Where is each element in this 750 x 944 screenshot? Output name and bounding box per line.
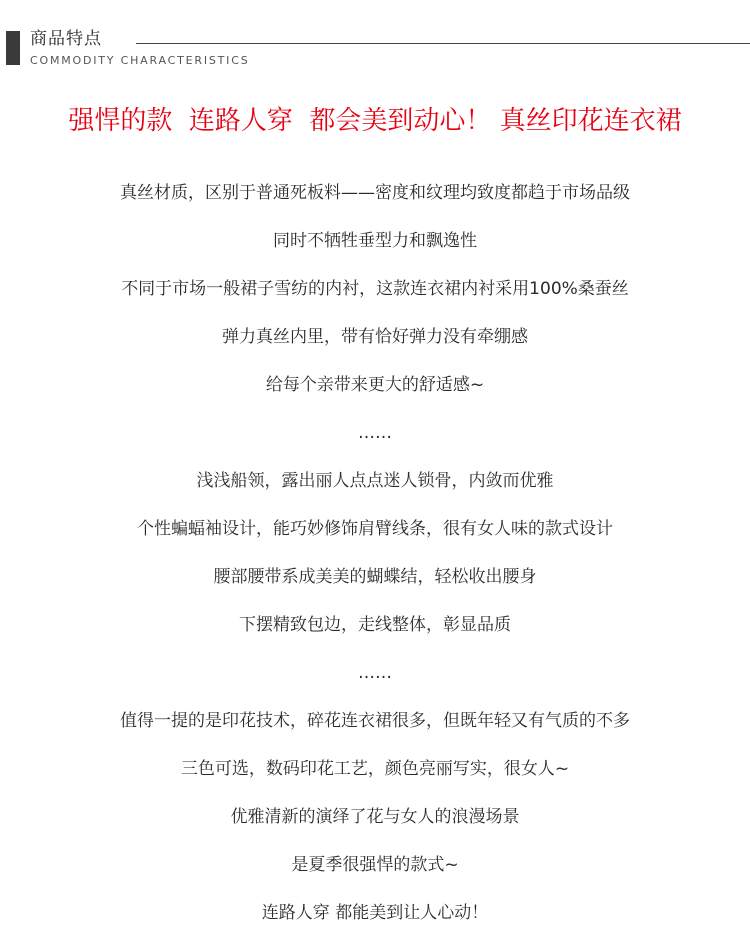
feature-line: 下摆精致包边，走线整体，彰显品质 bbox=[239, 615, 511, 635]
feature-line: 三色可选，数码印花工艺，颜色亮丽写实，很女人~ bbox=[180, 759, 570, 779]
feature-line: 连路人穿 都能美到让人心动！ bbox=[261, 903, 489, 923]
feature-line: 不同于市场一般裙子雪纺的内衬，这款连衣裙内衬采用100%桑蚕丝 bbox=[121, 279, 629, 299]
header-accent-bar bbox=[6, 31, 20, 65]
feature-line: 优雅清新的演绎了花与女人的浪漫场景 bbox=[230, 807, 520, 827]
ellipsis-separator: …… bbox=[358, 663, 392, 683]
product-headline: 强悍的款 连路人穿 都会美到动心！ 真丝印花连衣裙 bbox=[68, 106, 682, 136]
feature-line: 值得一提的是印花技术，碎花连衣裙很多，但既年轻又有气质的不多 bbox=[120, 711, 630, 731]
section-header bbox=[0, 0, 750, 80]
feature-line: 浅浅船领，露出丽人点点迷人锁骨，内敛而优雅 bbox=[196, 471, 554, 491]
feature-line: 是夏季很强悍的款式~ bbox=[291, 855, 459, 875]
feature-line: 同时不牺牲垂型力和飘逸性 bbox=[273, 231, 477, 251]
feature-line: 个性蝙蝠袖设计，能巧妙修饰肩臂线条，很有女人味的款式设计 bbox=[137, 519, 613, 539]
feature-line: 真丝材质，区别于普通死板料——密度和纹理均致度都趋于市场品级 bbox=[120, 183, 630, 203]
ellipsis-separator: …… bbox=[358, 423, 392, 443]
header-divider-line bbox=[136, 43, 750, 44]
section-subtitle: COMMODITY CHARACTERISTICS bbox=[30, 54, 250, 67]
feature-line: 给每个亲带来更大的舒适感~ bbox=[265, 375, 485, 395]
feature-line: 弹力真丝内里，带有恰好弹力没有牵绷感 bbox=[222, 327, 528, 347]
feature-description bbox=[0, 176, 750, 944]
section-title: 商品特点 bbox=[30, 29, 102, 49]
feature-line: 腰部腰带系成美美的蝴蝶结，轻松收出腰身 bbox=[213, 567, 537, 587]
